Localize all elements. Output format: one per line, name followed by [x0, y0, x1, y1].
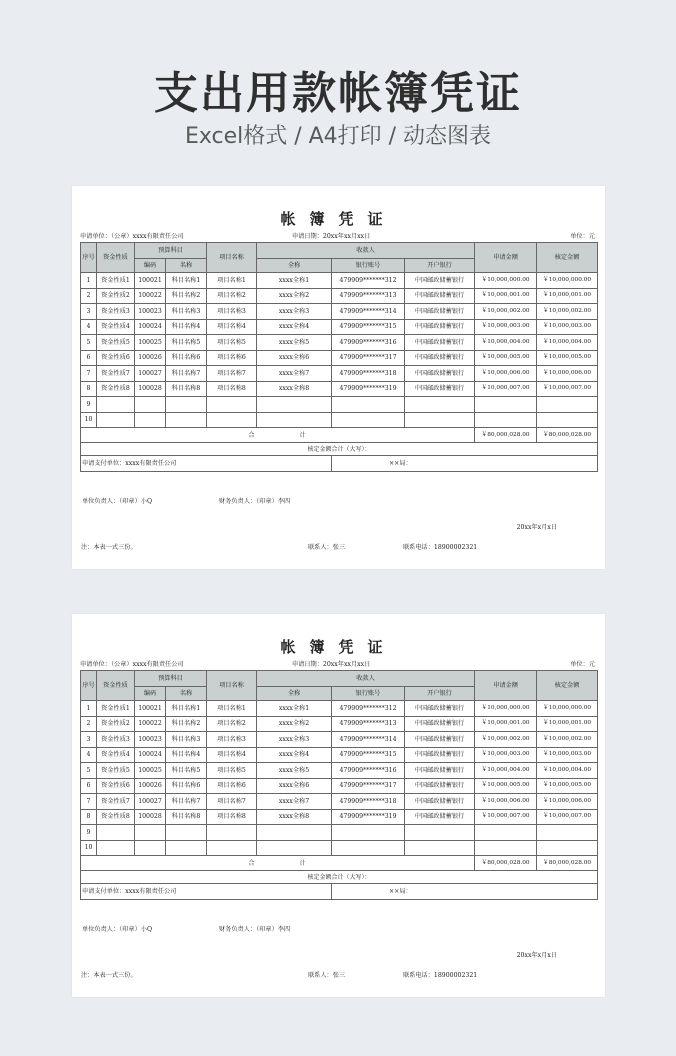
row-seq: 10: [81, 412, 97, 428]
row-project: 项目名称8: [207, 809, 257, 825]
voucher-sheet: [72, 186, 605, 569]
row-fund-type: 资金性质5: [97, 763, 135, 779]
row-account: 479909*******316: [332, 335, 405, 351]
header-name: 名称: [166, 687, 207, 701]
row-code: 100021: [135, 701, 166, 717]
row-payee: xxxx全称2: [257, 288, 332, 304]
row-account: 479909*******315: [332, 319, 405, 335]
row-bank: 中国邮政储蓄银行: [405, 732, 475, 748]
header-fund-type: 资金性质: [97, 671, 135, 701]
row-seq: 4: [81, 319, 97, 335]
row-payee: xxxx全称3: [257, 732, 332, 748]
row-approved-amount: ￥10,000,007.00: [537, 381, 598, 397]
row-payee: xxxx全称6: [257, 778, 332, 794]
header-code: 编码: [135, 259, 166, 273]
row-approved-amount: ￥10,000,005.00: [537, 778, 598, 794]
header-full-name: 全称: [257, 259, 332, 273]
row-approved-amount: ￥10,000,003.00: [537, 747, 598, 763]
row-account: 479909*******318: [332, 366, 405, 382]
row-code: 100028: [135, 381, 166, 397]
row-subject: 科目名称8: [166, 809, 207, 825]
row-subject: 科目名称1: [166, 273, 207, 289]
row-project: 项目名称3: [207, 304, 257, 320]
row-account: 479909*******317: [332, 350, 405, 366]
header-seq: 序号: [81, 671, 97, 701]
row-seq: 5: [81, 335, 97, 351]
header-bank: 开户银行: [405, 687, 475, 701]
total-approved: ￥80,000,028.00: [537, 856, 598, 871]
row-approved-amount: ￥10,000,002.00: [537, 732, 598, 748]
table-row: [81, 747, 598, 763]
header-account: 银行账号: [332, 687, 405, 701]
row-project: 项目名称6: [207, 350, 257, 366]
row-apply-amount: ￥10,000,002.00: [475, 304, 537, 320]
apply-date: 申请日期：20xx年xx月xx日: [292, 233, 371, 240]
row-subject: 科目名称3: [166, 304, 207, 320]
row-seq: 8: [81, 381, 97, 397]
row-payee: xxxx全称7: [257, 366, 332, 382]
row-approved-amount: ￥10,000,007.00: [537, 809, 598, 825]
contact: 联系人：张三: [308, 544, 346, 551]
row-subject: 科目名称6: [166, 350, 207, 366]
empty-cell: [207, 412, 257, 428]
empty-cell: [135, 840, 166, 856]
signature-area: [81, 456, 598, 531]
empty-cell: [332, 840, 405, 856]
table-row-empty: [81, 397, 598, 413]
row-code: 100026: [135, 350, 166, 366]
row-account: 479909*******319: [332, 381, 405, 397]
empty-cell: [166, 397, 207, 413]
row-project: 项目名称6: [207, 778, 257, 794]
row-apply-amount: ￥10,000,003.00: [475, 319, 537, 335]
table-row-empty: [81, 840, 598, 856]
table-row-empty: [81, 825, 598, 841]
row-payee: xxxx全称4: [257, 747, 332, 763]
header-apply-amount: 申请金额: [475, 243, 537, 273]
table-row: [81, 778, 598, 794]
row-bank: 中国邮政储蓄银行: [405, 335, 475, 351]
row-approved-amount: ￥10,000,001.00: [537, 716, 598, 732]
row-fund-type: 资金性质3: [97, 732, 135, 748]
row-approved-amount: ￥10,000,000.00: [537, 701, 598, 717]
row-payee: xxxx全称5: [257, 763, 332, 779]
table-row: [81, 794, 598, 810]
empty-cell: [257, 840, 332, 856]
empty-cell: [332, 825, 405, 841]
empty-cell: [475, 412, 537, 428]
row-subject: 科目名称2: [166, 288, 207, 304]
row-apply-amount: ￥10,000,002.00: [475, 732, 537, 748]
signature-divider: [331, 884, 332, 899]
row-payee: xxxx全称1: [257, 701, 332, 717]
header-seq: 序号: [81, 243, 97, 273]
row-fund-type: 资金性质2: [97, 288, 135, 304]
empty-cell: [475, 397, 537, 413]
empty-cell: [475, 825, 537, 841]
row-project: 项目名称7: [207, 366, 257, 382]
empty-cell: [332, 397, 405, 413]
voucher-title: 帐簿凭证: [280, 638, 397, 656]
row-seq: 1: [81, 701, 97, 717]
total-label-b: 计: [299, 431, 307, 439]
empty-cell: [537, 825, 598, 841]
row-apply-amount: ￥10,000,000.00: [475, 701, 537, 717]
row-subject: 科目名称7: [166, 794, 207, 810]
note: 注：本表一式三份。: [81, 972, 137, 979]
row-code: 100026: [135, 778, 166, 794]
row-apply-amount: ￥10,000,007.00: [475, 381, 537, 397]
row-account: 479909*******314: [332, 732, 405, 748]
table-row: [81, 381, 598, 397]
row-account: 479909*******312: [332, 273, 405, 289]
voucher-sheet: [72, 614, 605, 997]
table-row: [81, 273, 598, 289]
empty-cell: [537, 412, 598, 428]
row-bank: 中国邮政储蓄银行: [405, 701, 475, 717]
empty-cell: [475, 840, 537, 856]
total-label-a: 合: [248, 431, 256, 439]
header-code: 编码: [135, 687, 166, 701]
applying-unit: 申请支付单位：xxxx有限责任公司: [82, 888, 177, 895]
row-apply-amount: ￥10,000,005.00: [475, 778, 537, 794]
sign-date: 20xx年x月x日: [516, 952, 558, 959]
row-code: 100024: [135, 319, 166, 335]
row-fund-type: 资金性质7: [97, 794, 135, 810]
row-seq: 7: [81, 794, 97, 810]
row-apply-amount: ￥10,000,006.00: [475, 794, 537, 810]
row-approved-amount: ￥10,000,005.00: [537, 350, 598, 366]
table-row: [81, 732, 598, 748]
row-bank: 中国邮政储蓄银行: [405, 716, 475, 732]
empty-cell: [537, 840, 598, 856]
row-subject: 科目名称4: [166, 747, 207, 763]
row-bank: 中国邮政储蓄银行: [405, 350, 475, 366]
empty-cell: [537, 397, 598, 413]
row-payee: xxxx全称6: [257, 350, 332, 366]
phone: 联系电话：18900002321: [403, 544, 478, 551]
total-label: [81, 856, 475, 871]
row-subject: 科目名称8: [166, 381, 207, 397]
apply-date: 申请日期：20xx年xx月xx日: [292, 661, 371, 668]
row-fund-type: 资金性质6: [97, 350, 135, 366]
row-seq: 10: [81, 840, 97, 856]
row-seq: 1: [81, 273, 97, 289]
row-approved-amount: ￥10,000,006.00: [537, 794, 598, 810]
row-fund-type: 资金性质4: [97, 747, 135, 763]
row-project: 项目名称4: [207, 747, 257, 763]
header-fund-type: 资金性质: [97, 243, 135, 273]
row-code: 100025: [135, 763, 166, 779]
row-subject: 科目名称5: [166, 335, 207, 351]
row-code: 100024: [135, 747, 166, 763]
row-seq: 6: [81, 778, 97, 794]
row-subject: 科目名称4: [166, 319, 207, 335]
row-project: 项目名称2: [207, 716, 257, 732]
row-code: 100027: [135, 794, 166, 810]
row-project: 项目名称5: [207, 763, 257, 779]
unit-head: 单位负责人：（印章）小Q: [82, 498, 153, 505]
table-row: [81, 701, 598, 717]
header-full-name: 全称: [257, 687, 332, 701]
table-row-empty: [81, 412, 598, 428]
row-seq: 2: [81, 288, 97, 304]
empty-cell: [166, 840, 207, 856]
row-code: 100023: [135, 304, 166, 320]
row-seq: 7: [81, 366, 97, 382]
table-row: [81, 335, 598, 351]
amount-in-words: 核定金额合计（大写）：: [81, 443, 598, 456]
empty-cell: [97, 840, 135, 856]
row-account: 479909*******318: [332, 794, 405, 810]
total-approved: ￥80,000,028.00: [537, 428, 598, 443]
row-code: 100022: [135, 716, 166, 732]
row-fund-type: 资金性质8: [97, 381, 135, 397]
row-fund-type: 资金性质6: [97, 778, 135, 794]
header-payee: 收款人: [257, 671, 475, 687]
row-payee: xxxx全称8: [257, 809, 332, 825]
row-payee: xxxx全称2: [257, 716, 332, 732]
row-approved-amount: ￥10,000,002.00: [537, 304, 598, 320]
row-seq: 9: [81, 825, 97, 841]
row-apply-amount: ￥10,000,001.00: [475, 288, 537, 304]
row-bank: 中国邮政储蓄银行: [405, 319, 475, 335]
row-fund-type: 资金性质1: [97, 273, 135, 289]
row-approved-amount: ￥10,000,001.00: [537, 288, 598, 304]
row-account: 479909*******317: [332, 778, 405, 794]
header-payee: 收款人: [257, 243, 475, 259]
signature-area: [81, 884, 598, 959]
row-seq: 3: [81, 732, 97, 748]
row-seq: 3: [81, 304, 97, 320]
header-name: 名称: [166, 259, 207, 273]
empty-cell: [135, 397, 166, 413]
row-approved-amount: ￥10,000,004.00: [537, 335, 598, 351]
total-label: [81, 428, 475, 443]
table-row: [81, 763, 598, 779]
row-project: 项目名称2: [207, 288, 257, 304]
header-bank: 开户银行: [405, 259, 475, 273]
empty-cell: [135, 412, 166, 428]
applying-unit: 申请支付单位：xxxx有限责任公司: [82, 460, 177, 467]
row-subject: 科目名称3: [166, 732, 207, 748]
row-payee: xxxx全称1: [257, 273, 332, 289]
row-code: 100022: [135, 288, 166, 304]
header-approved-amount: 核定金额: [537, 671, 598, 701]
empty-cell: [257, 397, 332, 413]
empty-cell: [405, 397, 475, 413]
finance-head: 财务负责人：（印章）李四: [219, 926, 291, 933]
office: ××局：: [389, 460, 412, 467]
row-subject: 科目名称6: [166, 778, 207, 794]
row-bank: 中国邮政储蓄银行: [405, 763, 475, 779]
banner-title: 支出用款帐簿凭证: [154, 68, 522, 119]
row-account: 479909*******315: [332, 747, 405, 763]
row-subject: 科目名称5: [166, 763, 207, 779]
table-row: [81, 809, 598, 825]
total-apply: ￥80,000,028.00: [475, 856, 537, 871]
row-seq: 8: [81, 809, 97, 825]
row-account: 479909*******312: [332, 701, 405, 717]
row-apply-amount: ￥10,000,007.00: [475, 809, 537, 825]
empty-cell: [332, 412, 405, 428]
row-bank: 中国邮政储蓄银行: [405, 304, 475, 320]
table-row: [81, 350, 598, 366]
row-account: 479909*******313: [332, 716, 405, 732]
currency-unit: 单位：元: [570, 233, 595, 240]
table-row: [81, 716, 598, 732]
row-seq: 9: [81, 397, 97, 413]
row-code: 100027: [135, 366, 166, 382]
row-payee: xxxx全称5: [257, 335, 332, 351]
sign-date: 20xx年x月x日: [516, 524, 558, 531]
header-budget-subject: 预算科目: [135, 243, 207, 259]
header-project-name: 项目名称: [207, 671, 257, 701]
empty-cell: [97, 397, 135, 413]
row-bank: 中国邮政储蓄银行: [405, 809, 475, 825]
empty-cell: [97, 825, 135, 841]
row-project: 项目名称5: [207, 335, 257, 351]
empty-cell: [405, 412, 475, 428]
applicant-unit: 申请单位：（公章）xxxx有限责任公司: [80, 661, 184, 668]
row-approved-amount: ￥10,000,004.00: [537, 763, 598, 779]
unit-head: 单位负责人：（印章）小Q: [82, 926, 153, 933]
table-row: [81, 288, 598, 304]
header-account: 银行账号: [332, 259, 405, 273]
row-subject: 科目名称2: [166, 716, 207, 732]
row-project: 项目名称8: [207, 381, 257, 397]
phone: 联系电话：18900002321: [403, 972, 478, 979]
row-code: 100028: [135, 809, 166, 825]
header-approved-amount: 核定金额: [537, 243, 598, 273]
row-project: 项目名称7: [207, 794, 257, 810]
voucher-title: 帐簿凭证: [280, 210, 397, 228]
office: ××局：: [389, 888, 412, 895]
row-apply-amount: ￥10,000,004.00: [475, 763, 537, 779]
total-label-b: 计: [299, 859, 307, 867]
row-account: 479909*******316: [332, 763, 405, 779]
empty-cell: [207, 840, 257, 856]
finance-head: 财务负责人：（印章）李四: [219, 498, 291, 505]
row-seq: 6: [81, 350, 97, 366]
total-label-a: 合: [248, 859, 256, 867]
row-approved-amount: ￥10,000,003.00: [537, 319, 598, 335]
row-seq: 2: [81, 716, 97, 732]
empty-cell: [166, 412, 207, 428]
empty-cell: [207, 397, 257, 413]
row-bank: 中国邮政储蓄银行: [405, 794, 475, 810]
row-subject: 科目名称1: [166, 701, 207, 717]
empty-cell: [135, 825, 166, 841]
row-fund-type: 资金性质8: [97, 809, 135, 825]
row-project: 项目名称3: [207, 732, 257, 748]
empty-cell: [257, 412, 332, 428]
row-code: 100023: [135, 732, 166, 748]
row-fund-type: 资金性质4: [97, 319, 135, 335]
row-bank: 中国邮政储蓄银行: [405, 747, 475, 763]
table-row: [81, 304, 598, 320]
row-bank: 中国邮政储蓄银行: [405, 778, 475, 794]
row-subject: 科目名称7: [166, 366, 207, 382]
amount-in-words: 核定金额合计（大写）：: [81, 871, 598, 884]
row-apply-amount: ￥10,000,003.00: [475, 747, 537, 763]
total-apply: ￥80,000,028.00: [475, 428, 537, 443]
row-fund-type: 资金性质3: [97, 304, 135, 320]
empty-cell: [207, 825, 257, 841]
row-bank: 中国邮政储蓄银行: [405, 273, 475, 289]
row-seq: 4: [81, 747, 97, 763]
banner-subtitle: Excel格式 / A4打印 / 动态图表: [184, 124, 492, 149]
empty-cell: [166, 825, 207, 841]
voucher-table: [80, 242, 598, 531]
row-project: 项目名称4: [207, 319, 257, 335]
voucher-table: [80, 670, 598, 959]
empty-cell: [405, 825, 475, 841]
contact: 联系人：张三: [308, 972, 346, 979]
row-bank: 中国邮政储蓄银行: [405, 366, 475, 382]
header-project-name: 项目名称: [207, 243, 257, 273]
row-apply-amount: ￥10,000,005.00: [475, 350, 537, 366]
row-project: 项目名称1: [207, 273, 257, 289]
row-approved-amount: ￥10,000,006.00: [537, 366, 598, 382]
row-payee: xxxx全称3: [257, 304, 332, 320]
row-bank: 中国邮政储蓄银行: [405, 381, 475, 397]
row-code: 100021: [135, 273, 166, 289]
row-account: 479909*******313: [332, 288, 405, 304]
row-apply-amount: ￥10,000,000.00: [475, 273, 537, 289]
row-payee: xxxx全称7: [257, 794, 332, 810]
row-account: 479909*******319: [332, 809, 405, 825]
empty-cell: [257, 825, 332, 841]
row-payee: xxxx全称8: [257, 381, 332, 397]
row-fund-type: 资金性质2: [97, 716, 135, 732]
empty-cell: [97, 412, 135, 428]
note: 注：本表一式三份。: [81, 544, 137, 551]
row-project: 项目名称1: [207, 701, 257, 717]
row-code: 100025: [135, 335, 166, 351]
row-fund-type: 资金性质7: [97, 366, 135, 382]
header-budget-subject: 预算科目: [135, 671, 207, 687]
empty-cell: [405, 840, 475, 856]
applicant-unit: 申请单位：（公章）xxxx有限责任公司: [80, 233, 184, 240]
signature-divider: [331, 456, 332, 471]
table-row: [81, 366, 598, 382]
currency-unit: 单位：元: [570, 661, 595, 668]
row-account: 479909*******314: [332, 304, 405, 320]
row-seq: 5: [81, 763, 97, 779]
row-bank: 中国邮政储蓄银行: [405, 288, 475, 304]
row-apply-amount: ￥10,000,006.00: [475, 366, 537, 382]
row-payee: xxxx全称4: [257, 319, 332, 335]
header-apply-amount: 申请金额: [475, 671, 537, 701]
row-approved-amount: ￥10,000,000.00: [537, 273, 598, 289]
row-apply-amount: ￥10,000,004.00: [475, 335, 537, 351]
row-fund-type: 资金性质5: [97, 335, 135, 351]
row-apply-amount: ￥10,000,001.00: [475, 716, 537, 732]
table-row: [81, 319, 598, 335]
row-fund-type: 资金性质1: [97, 701, 135, 717]
